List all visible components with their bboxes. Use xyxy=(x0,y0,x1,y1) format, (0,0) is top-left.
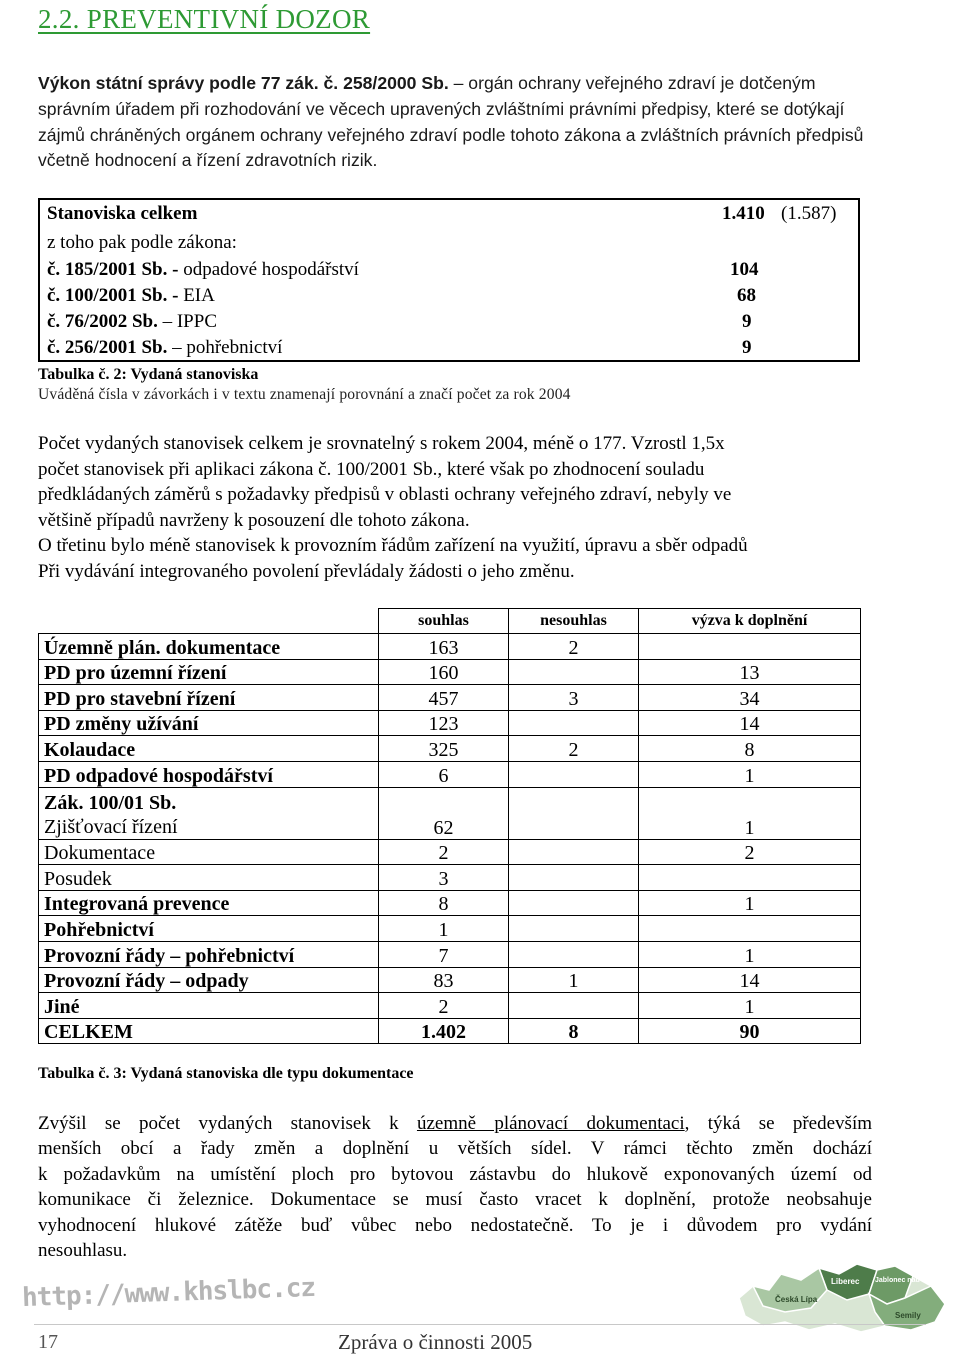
cell-souhlas: 325 xyxy=(379,736,509,762)
text-line: k požadavkům na umístění ploch pro bytovou zástavbu do hlukově exponovaných území od xyxy=(38,1163,872,1185)
header-empty-cell xyxy=(39,609,379,634)
cell-nesouhlas xyxy=(509,993,639,1019)
cell-souhlas: 6 xyxy=(379,761,509,787)
intro-text: – orgán ochrany veřejného zdraví je dotčeným správním úřadem při rozhodování ve věcech upravených zvláštními právními předpisy, které se dotýkají zájmů chráněných orgánem ochrany veřejného zdraví podle tohoto zákona a zvláštních právních předpisů včetně hodnocení a řízení zdravotních rizik. xyxy=(38,73,864,171)
cell-souhlas: 2 xyxy=(379,839,509,865)
table-row xyxy=(39,761,861,787)
map-label-semily: Semily xyxy=(895,1311,921,1320)
row-label: PD pro stavební řízení xyxy=(39,685,379,711)
cell-souhlas: 3 xyxy=(379,865,509,891)
cell-souhlas: 163 xyxy=(379,634,509,660)
cell-souhlas: 160 xyxy=(379,659,509,685)
cell-vyzva: 90 xyxy=(639,1018,861,1044)
cell-nesouhlas xyxy=(509,839,639,865)
summary-total-label: Stanoviska celkem xyxy=(47,203,198,224)
cell-vyzva: 34 xyxy=(639,685,861,711)
cell-nesouhlas xyxy=(509,916,639,942)
summary-row-value: 9 xyxy=(742,337,752,358)
cell-souhlas: 1.402 xyxy=(379,1018,509,1044)
cell-souhlas: 7 xyxy=(379,941,509,967)
table-row xyxy=(39,736,861,762)
row-label: CELKEM xyxy=(39,1018,379,1044)
planning-doc-link-text: územně plánovací dokumentaci xyxy=(416,1113,685,1134)
section-heading: 2.2. PREVENTIVNÍ DOZOR xyxy=(38,4,371,34)
text-line: počet stanovisek při aplikaci zákona č. 100/2001 Sb., které však po zhodnocení souladu xyxy=(38,458,705,480)
table-row xyxy=(39,685,861,711)
text-line: komunikace či železnice. Dokumentace se musí často vracet k doplnění, protože neobsahuje xyxy=(38,1189,872,1211)
text-line: nesouhlasu. xyxy=(38,1240,128,1262)
header-nesouhlas: nesouhlas xyxy=(509,609,639,634)
cell-nesouhlas: 8 xyxy=(509,1018,639,1044)
table-row xyxy=(39,865,861,891)
cell-nesouhlas: 2 xyxy=(509,736,639,762)
cell-souhlas: 457 xyxy=(379,685,509,711)
footer-divider xyxy=(34,1324,926,1325)
summary-row: č. 76/2002 Sb. – IPPC xyxy=(47,311,217,332)
table-row xyxy=(39,941,861,967)
text-line: Zvýšil se počet vydaných stanovisek k územně plánovací dokumentaci, týká se především xyxy=(38,1113,872,1134)
row-label: PD odpadové hospodářství xyxy=(39,761,379,787)
intro-paragraph xyxy=(38,71,874,174)
row-label: Kolaudace xyxy=(39,736,379,762)
map-label-jablonec: Jablonec nad Nisou xyxy=(875,1277,942,1284)
summary-row: č. 100/2001 Sb. - EIA xyxy=(47,285,215,306)
table-row xyxy=(39,710,861,736)
row-label: Integrovaná prevence xyxy=(39,890,379,916)
cell-souhlas: 2 xyxy=(379,993,509,1019)
cell-souhlas: 1 xyxy=(379,916,509,942)
summary-row: č. 256/2001 Sb. – pohřebnictví xyxy=(47,337,283,358)
summary-total-value: 1.410 xyxy=(722,203,765,224)
cell-souhlas: 123 xyxy=(379,710,509,736)
row-label: Zák. 100/01 Sb. Zjišťovací řízení xyxy=(39,787,379,839)
paragraph-planning xyxy=(38,1111,872,1263)
table-row xyxy=(39,967,861,993)
cell-vyzva: 13 xyxy=(639,659,861,685)
cell-vyzva: 1 xyxy=(639,761,861,787)
summary-subtitle: z toho pak podle zákona: xyxy=(47,232,237,253)
table-row xyxy=(39,890,861,916)
summary-row-value: 9 xyxy=(742,311,752,332)
table-row xyxy=(39,916,861,942)
cell-vyzva: 14 xyxy=(639,710,861,736)
report-title: Zpráva o činnosti 2005 xyxy=(338,1330,533,1354)
map-label-ceska-lipa: Česká Lípa xyxy=(775,1295,818,1304)
paragraph-comparison xyxy=(38,431,872,584)
cell-vyzva xyxy=(639,634,861,660)
cell-vyzva: 1 xyxy=(639,787,861,839)
header-souhlas: souhlas xyxy=(379,609,509,634)
text-line: většině případů navrženy k posouzení dle tohoto zákona. xyxy=(38,509,470,531)
table-row xyxy=(39,659,861,685)
table-total-row xyxy=(39,1018,861,1044)
summary-row-value: 68 xyxy=(737,285,756,306)
cell-souhlas: 62 xyxy=(379,787,509,839)
table-row xyxy=(39,839,861,865)
table2-note: Uváděná čísla v závorkách i v textu znamenají porovnání a značí počet za rok 2004 xyxy=(38,386,571,403)
row-label: Územně plán. dokumentace xyxy=(39,634,379,660)
table3-caption: Tabulka č. 3: Vydaná stanoviska dle typu dokumentace xyxy=(38,1065,414,1082)
documents-table xyxy=(38,608,861,1044)
cell-nesouhlas xyxy=(509,659,639,685)
summary-row: č. 185/2001 Sb. - odpadové hospodářství xyxy=(47,259,359,280)
row-label: Dokumentace xyxy=(39,839,379,865)
table-row xyxy=(39,993,861,1019)
page-number: 17 xyxy=(38,1331,58,1353)
text-line: vyhodnocení hlukové zátěže buď vůbec nebo nedostatečně. To je i důvodem pro vydání xyxy=(38,1214,872,1236)
footer-watermark-url: http://www.khslbc.cz xyxy=(21,1272,316,1314)
cell-nesouhlas xyxy=(509,890,639,916)
table-row xyxy=(39,634,861,660)
cell-nesouhlas: 3 xyxy=(509,685,639,711)
row-label: PD pro územní řízení xyxy=(39,659,379,685)
table-row xyxy=(39,787,861,839)
summary-row-value: 104 xyxy=(730,259,759,280)
cell-vyzva: 1 xyxy=(639,890,861,916)
row-label: Pohřebnictví xyxy=(39,916,379,942)
cell-nesouhlas xyxy=(509,865,639,891)
cell-souhlas: 83 xyxy=(379,967,509,993)
cell-vyzva: 1 xyxy=(639,941,861,967)
cell-vyzva: 14 xyxy=(639,967,861,993)
intro-bold-prefix: Výkon státní správy podle 77 zák. č. 258/2000 Sb. xyxy=(38,73,449,93)
row-label: PD změny užívání xyxy=(39,710,379,736)
row-label: Provozní řády – pohřebnictví xyxy=(39,941,379,967)
text-line: Počet vydaných stanovisek celkem je srovnatelný s rokem 2004, méně o 177. Vzrostl 1,5x xyxy=(38,433,725,454)
text-line: předkládaných záměrů s požadavky předpisů v oblasti ochrany veřejného zdraví, nebyly ve xyxy=(38,484,732,505)
cell-nesouhlas xyxy=(509,787,639,839)
cell-nesouhlas xyxy=(509,941,639,967)
text-line: Při vydávání integrovaného povolení převládaly žádosti o jeho změnu. xyxy=(38,560,575,582)
cell-vyzva: 8 xyxy=(639,736,861,762)
cell-nesouhlas: 1 xyxy=(509,967,639,993)
row-label: Provozní řády – odpady xyxy=(39,967,379,993)
cell-nesouhlas xyxy=(509,761,639,787)
text-line: O třetinu bylo méně stanovisek k provozním řádům zařízení na využití, úpravu a sběr odpadů xyxy=(38,535,748,556)
summary-table xyxy=(38,198,860,362)
cell-vyzva xyxy=(639,865,861,891)
text-line: menších obcí a řady změn a doplnění u větších sídel. V rámci těchto změn dochází xyxy=(38,1138,872,1160)
summary-total-prev: (1.587) xyxy=(781,203,837,224)
cell-vyzva: 2 xyxy=(639,839,861,865)
cell-vyzva xyxy=(639,916,861,942)
row-label: Posudek xyxy=(39,865,379,891)
table2-caption: Tabulka č. 2: Vydaná stanoviska xyxy=(38,366,259,383)
table-header-row xyxy=(39,609,861,634)
header-vyzva: výzva k doplnění xyxy=(639,609,861,634)
cell-nesouhlas: 2 xyxy=(509,634,639,660)
map-label-liberec: Liberec xyxy=(831,1277,860,1286)
cell-vyzva: 1 xyxy=(639,993,861,1019)
cell-souhlas: 8 xyxy=(379,890,509,916)
row-label: Jiné xyxy=(39,993,379,1019)
cell-nesouhlas xyxy=(509,710,639,736)
